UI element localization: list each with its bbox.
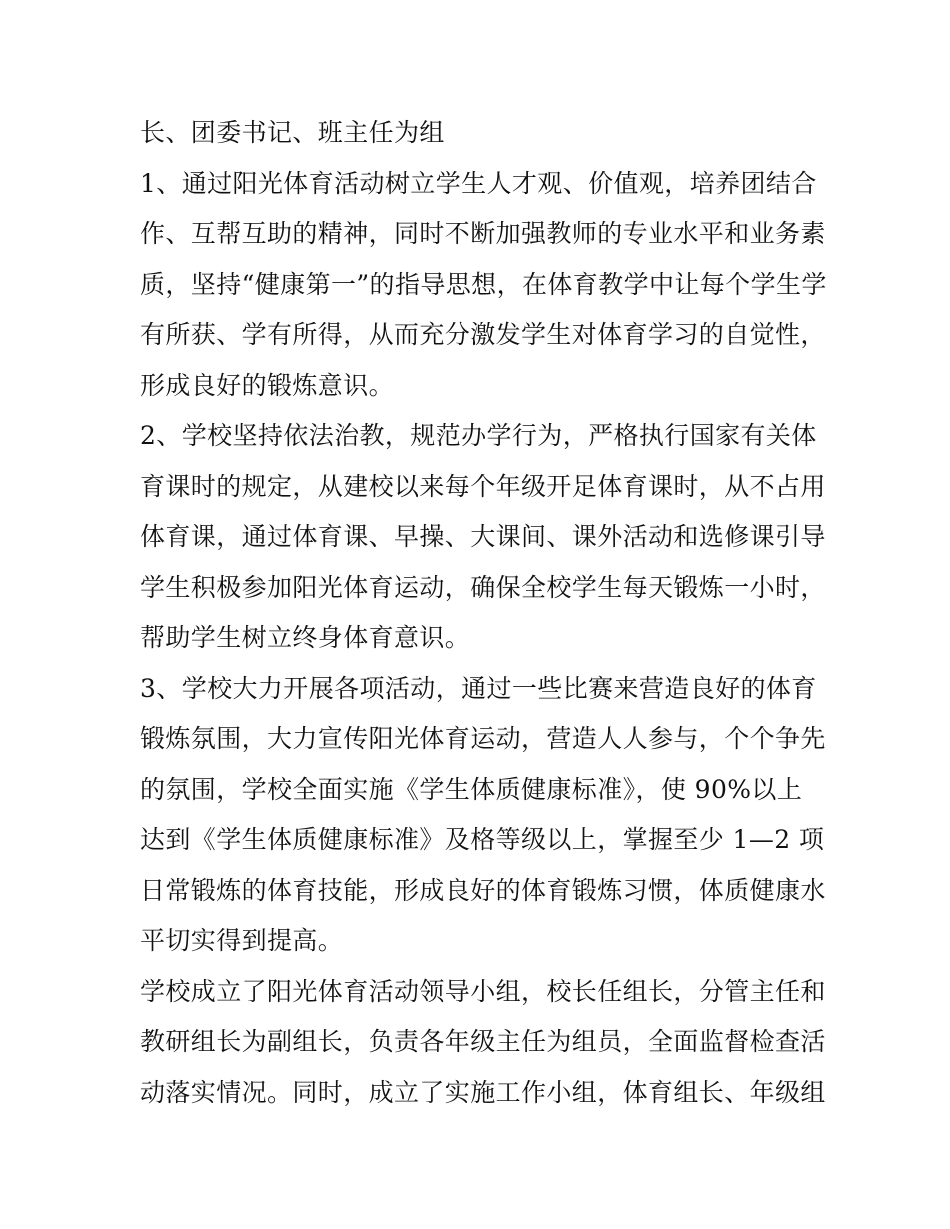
text-line: 1、通过阳光体育活动树立学生人才观、价值观，培养团结合 — [140, 168, 817, 198]
text-line: 形成良好的锻炼意识。 — [140, 370, 395, 400]
text-line: 3、学校大力开展各项活动，通过一些比赛来营造良好的体育 — [140, 673, 817, 703]
text-line: 作、互帮互助的精神，同时不断加强教师的专业水平和业务素 — [140, 219, 826, 248]
text-line: 教研组长为副组长，负责各年级主任为组员，全面监督检查活 — [140, 1027, 826, 1056]
text-line: 达到《学生体质健康标准》及格等级以上，掌握至少 1—2 项 — [140, 825, 825, 854]
text-line: 学校成立了阳光体育活动领导小组，校长任组长，分管主任和 — [140, 976, 826, 1006]
text-line: 学生积极参加阳光体育运动，确保全校学生每天锻炼一小时， — [140, 572, 826, 602]
text-line: 2、学校坚持依法治教，规范办学行为，严格执行国家有关体 — [140, 421, 817, 450]
document-body — [140, 108, 827, 1118]
text-line: 质，坚持“健康第一”的指导思想，在体育教学中让每个学生学 — [140, 269, 827, 299]
text-line: 帮助学生树立终身体育意识。 — [140, 623, 471, 652]
text-line: 体育课，通过体育课、早操、大课间、课外活动和选修课引导 — [140, 522, 826, 551]
text-line: 锻炼氛围，大力宣传阳光体育运动，营造人人参与，个个争先 — [140, 724, 826, 753]
text-line: 育课时的规定，从建校以来每个年级开足体育课时，从不占用 — [140, 471, 826, 501]
text-line: 有所获、学有所得，从而充分激发学生对体育学习的自觉性， — [140, 320, 826, 349]
text-line: 平切实得到提高。 — [140, 926, 344, 955]
text-line: 日常锻炼的体育技能，形成良好的体育锻炼习惯，体质健康水 — [140, 875, 826, 905]
text-line: 的氛围，学校全面实施《学生体质健康标准》，使 90%以上 — [140, 774, 803, 804]
text-line: 长、团委书记、班主任为组 — [140, 118, 445, 147]
text-line: 动落实情况。同时，成立了实施工作小组，体育组长、年级组 — [140, 1077, 826, 1107]
